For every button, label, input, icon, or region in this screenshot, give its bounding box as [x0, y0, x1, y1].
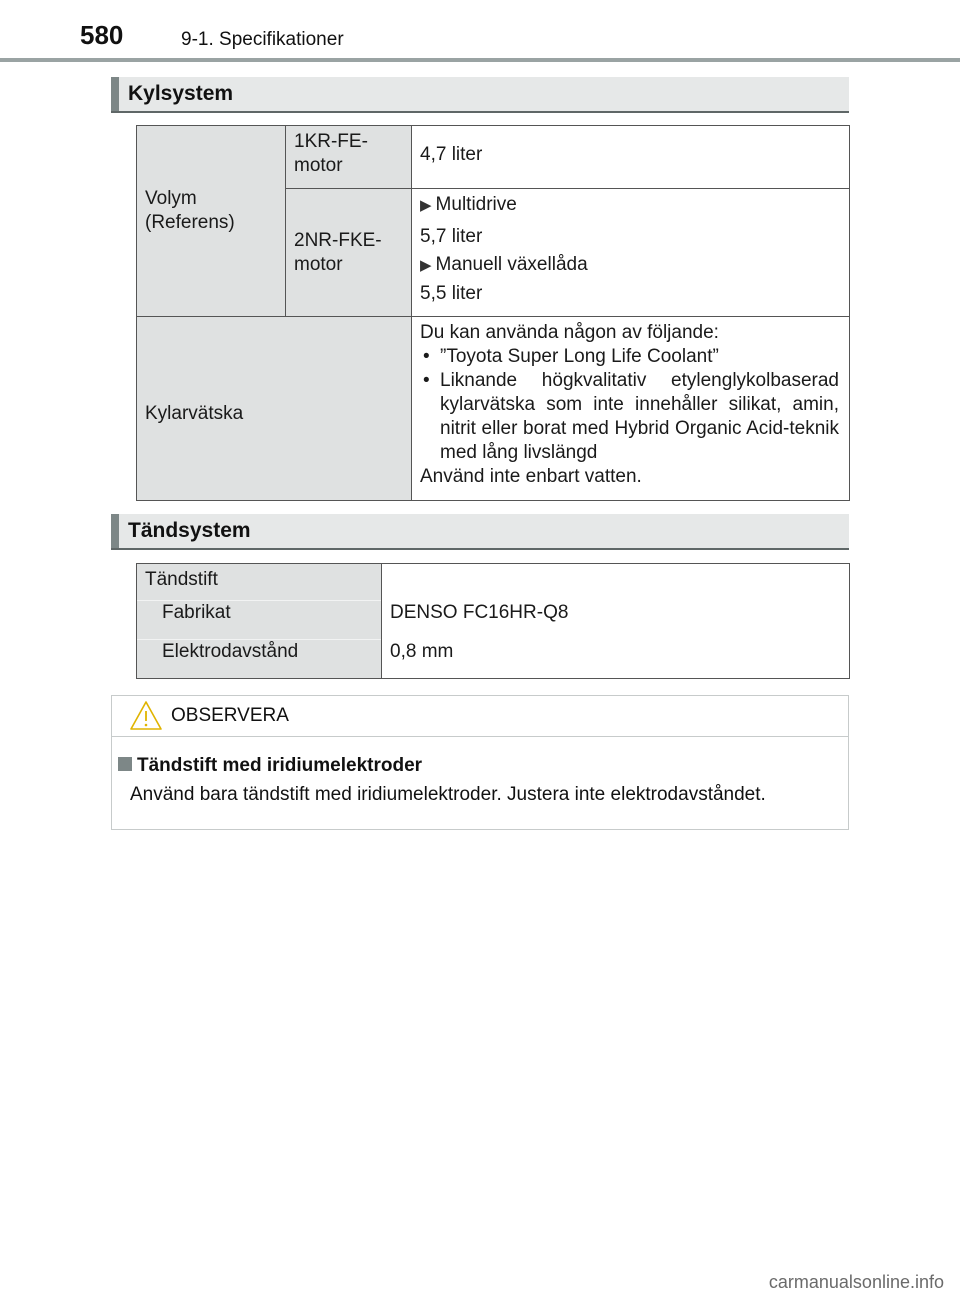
spark-plug-label: Tändstift — [137, 564, 382, 601]
electrode-gap-label: Elektrodavstånd — [137, 640, 382, 679]
table-row — [137, 564, 850, 601]
variant-value: 5,5 liter — [420, 283, 483, 304]
brand-value: DENSO FC16HR-Q8 — [382, 601, 850, 640]
cooling-heading-text: Kylsystem — [128, 82, 234, 105]
section-path: 9-1. Specifikationer — [181, 29, 344, 50]
cooling-spec-table — [136, 125, 850, 501]
table-row — [137, 640, 850, 679]
heading-bar — [111, 77, 119, 111]
notice-header — [112, 696, 848, 737]
square-bullet-icon — [118, 757, 132, 771]
engine-2nr-label: 2NR-FKE- motor — [286, 189, 412, 317]
list-item: • ”Toyota Super Long Life Coolant” — [420, 345, 839, 369]
heading-bar — [111, 514, 119, 548]
coolant-description — [412, 317, 850, 501]
variant-value: 5,7 liter — [420, 226, 483, 247]
watermark: carmanualsonline.info — [768, 1272, 944, 1292]
coolant-footer: Använd inte enbart vatten. — [420, 466, 642, 487]
table-row — [137, 126, 850, 189]
caution-notice — [111, 695, 849, 830]
cooling-section-heading — [111, 77, 849, 113]
table-row — [137, 601, 850, 640]
coolant-bullet-list — [420, 345, 839, 465]
page-number: 580 — [80, 20, 124, 50]
header-divider — [0, 58, 960, 62]
table-row — [137, 317, 850, 501]
variant-multidrive — [420, 193, 841, 218]
notice-subtitle-text: Tändstift med iridiumelektroder — [137, 755, 423, 776]
variant-label: Multidrive — [435, 194, 517, 215]
notice-title: OBSERVERA — [171, 705, 289, 726]
coolant-label: Kylarvätska — [137, 317, 412, 501]
engine-1kr-value: 4,7 liter — [412, 126, 850, 189]
variant-manual — [420, 253, 841, 278]
notice-body: Använd bara tändstift med iridiumelektroder. Justera inte elektrodavståndet. — [130, 784, 766, 805]
empty-cell — [382, 564, 850, 601]
arrow-right-icon: ▶ — [420, 197, 432, 214]
list-item: • Liknande högkvalitativ etylenglykolbaserad kylarvätska som inte innehåller silikat, amin, nitrit eller borat med Hybrid Organic Acid-teknik med lång livslängd — [420, 369, 839, 465]
ignition-spec-table — [136, 563, 850, 679]
engine-1kr-label: 1KR-FE- motor — [286, 126, 412, 189]
ignition-heading-text: Tändsystem — [128, 519, 251, 542]
notice-subtitle — [118, 755, 422, 777]
variant-label: Manuell växellåda — [435, 254, 588, 275]
electrode-gap-value: 0,8 mm — [382, 640, 850, 679]
brand-label: Fabrikat — [137, 601, 382, 640]
engine-2nr-values — [412, 189, 850, 317]
volume-label: Volym (Referens) — [137, 126, 286, 317]
coolant-intro: Du kan använda någon av följande: — [420, 322, 719, 343]
ignition-section-heading — [111, 514, 849, 550]
arrow-right-icon: ▶ — [420, 257, 432, 274]
warning-triangle-icon — [129, 700, 163, 732]
